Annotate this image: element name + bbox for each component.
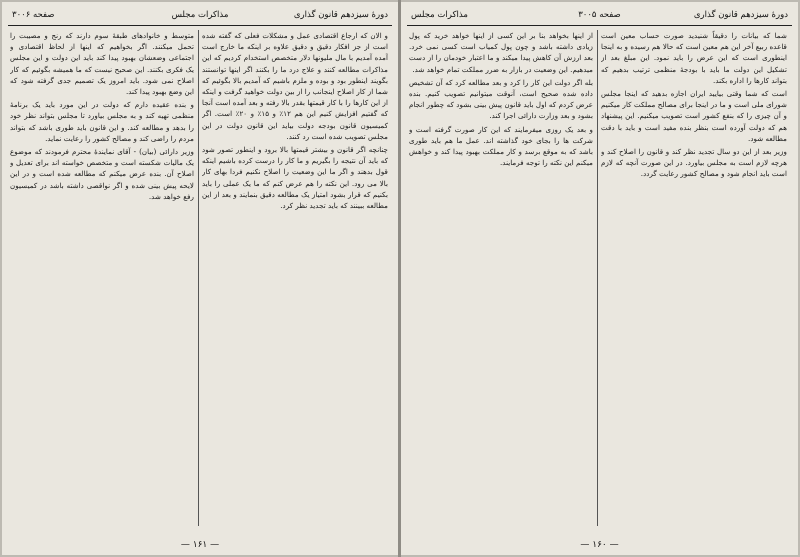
- paragraph: است که شما وقتی بیایید ایران اجازه بدهید که اینجا مجلس شورای ملی است و ما در اینجا برای مصالح مملکت کار میکنیم و آن چیزی را که بنفع کشور است تصویب میکنیم. این پیشنهاد هم که دولت آورده است بنظر بنده مفید است و باید با دقت مطالعه شود.: [601, 89, 787, 143]
- paragraph: وزیر بعد از این دو سال تجدید نظر کند و قانون را اصلاح کند و هرچه لازم است به مجلس بیاورد. در این صورت آنچه که لازم است باید انجام شود و مصالح کشور رعایت گردد.: [601, 147, 787, 179]
- text-column-right: [202, 30, 388, 526]
- publication-title: مذاکرات مجلس: [171, 10, 229, 20]
- page-number: صفحه ۳۰۰۵: [578, 10, 621, 20]
- paragraph: و الان که ارجاع اقتصادی عمل و مشکلات فعلی که گفته شده است از جز افکار دقیق و دقیق علاوه بر اینکه ما خارج است آمده آمدیم با مال ملیونها دلار متخصص استخدام کردیم که این مذاکرات مطالعه کنند و علاج درد ما را بکنند اگر اینها توانستند بگویند اینطور بود و بوده و ملزم باشیم که آمدیم بالا بگوئیم که شما از کار اصلاح اینجانب را از بین دولت خواهید گرفت و اینکه از این کارها را با کار قیمتها بقدر بالا رفته و بعد آمده است آنجا که گفتیم افزایش کنیم این هم ۱۲٪ و ۱۵٪ و ۲۰٪ است. اگر کمیسیون قانون بودجه دولت بیاید این قانون دولت در این مجلس تصویب شده است رد کنند.: [202, 31, 388, 141]
- paragraph: چنانچه اگر قانون و بیشتر قیمتها بالا برود و اینطور تصور شود که باید آن نتیجه را بگیریم و ما کار را درست کرده باشیم اینکه قول بدهند و اگر ما این وضعیت را اصلاح نکنیم فردا بهای کار بالا می رود. این نکته را هم عرض کنم که ما یک عملی را باید بکنیم که قرار بشود امتیاز یک مطالعه دقیق بنمایند و بعد از این مطالعه ببینند که باید تجدید نظر کرد.: [202, 145, 388, 211]
- right-page: [401, 2, 798, 555]
- paragraph: شما که بیانات را دقیقاً شنیدید صورت حساب معین است قاعده ربیع آخر این هم معین است که حالا هم رسیده و به اینجا اینطوری است که این عرض را باید نمود. این مبلغ بعد از تشکیل این دولت ما باید با بودجهٔ منظمی ترتیب بدهیم که بتواند کارها را اداره بکند.: [601, 31, 787, 85]
- paragraph: و بعد یک روزی میفرمایند که این کار صورت گرفته است و شرکت ها را بجای خود گذاشته اند. عمل ما هم باید طوری باشد که به موقع برسد و کار مملکت بهبود پیدا کند و خواهش میکنم این نکته را توجه فرمایند.: [409, 124, 593, 168]
- column-divider: [597, 30, 598, 526]
- paragraph: بله اگر دولت این کار را کرد و بعد مطالعه کرد که آن تشخیص داده شده صحیح است، آنوقت میتوانیم تصویب کنیم. بنده عرض کردم که اول باید قانون پیش بینی بشود که چطور انجام بشود و بعد وزارت دارائی اجرا کند.: [409, 77, 593, 121]
- publication-title: مذاکرات مجلس: [411, 10, 468, 20]
- paragraph: وزیر دارائی (بیان) - آقای نمایندهٔ محترم فرمودند که موضوع یک مالیات شکسته است و متخصص خواسته اند برای تعدیل و اصلاح آن. بنده عرض میکنم که مطالعه شده است و در این لایحه پیش بینی شده و اگر نواقصی داشته باشد در کمیسیون رفع خواهد شد.: [10, 147, 194, 201]
- folio-number: — ۱۶۰ —: [580, 540, 619, 550]
- text-column-right: [601, 30, 787, 526]
- page-header: [8, 8, 392, 24]
- header-rule: [8, 25, 392, 26]
- text-column-left: [10, 30, 194, 526]
- session-title: دورهٔ سیزدهم قانون گذاری: [293, 10, 388, 20]
- header-rule: [407, 25, 792, 26]
- paragraph: از اینها بخواهد بنا بر این کسی از اینها خواهد خرید که پول زیادی داشته باشد و چون پول کمیاب است کسی نمی خرد. بعد ارزش آن کاهش پیدا میکند و ما اعتبار خودمان را از دست میدهیم. این وضعیت در بازار به ضرر مملکت تمام خواهد شد.: [409, 31, 593, 74]
- paragraph: متوسط و خانوادهای طبقهٔ سوم دارند که رنج و مصیبت را تحمل میکنند. اگر بخواهیم که اینها از لحاظ اقتصادی و اجتماعی وضعشان بهبود پیدا کند باید این دولت و این مجلس یک فکری بکنند. این صحیح نیست که ما همیشه بگوئیم که کار اصلاح نمی شود. باید امروز یک تصمیم جدی گرفته شود که این وضع بهبود پیدا کند.: [10, 31, 194, 97]
- paragraph: و بنده عقیده دارم که دولت در این مورد باید یک برنامهٔ منظمی تهیه کند و به مجلس بیاورد تا مجلس بتواند نظر خود را بدهد و مطالعه کند. و این قانون باید طوری باشد که بتواند مردم را راضی کند و مصالح کشور را رعایت نماید.: [10, 100, 194, 143]
- column-divider: [198, 30, 199, 526]
- left-page: [2, 2, 398, 555]
- session-title: دورهٔ سیزدهم قانون گذاری: [693, 10, 788, 20]
- page-header: [407, 8, 792, 24]
- text-column-left: [409, 30, 593, 526]
- page-number: صفحه ۳۰۰۶: [12, 10, 55, 20]
- folio-number: — ۱۶۱ —: [180, 540, 220, 550]
